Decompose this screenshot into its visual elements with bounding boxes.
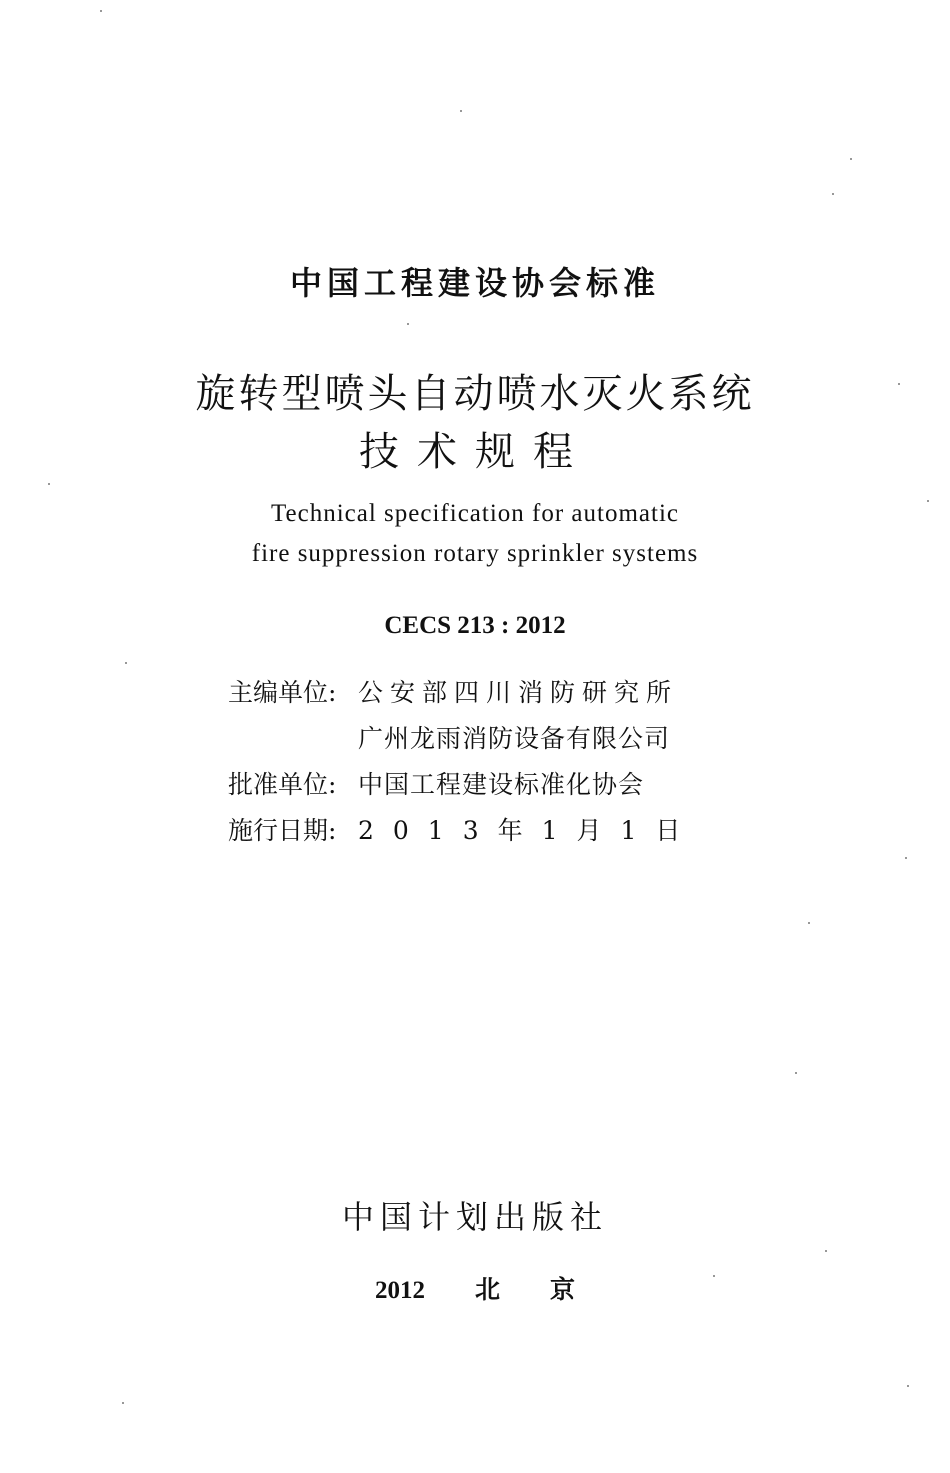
scan-speck [850, 158, 852, 160]
publication-year: 2012 [374, 1277, 425, 1304]
publisher-name: 中国计划出版社 [341, 1198, 608, 1236]
scan-speck [122, 1402, 124, 1404]
effective-date: 2013年1月1日 [358, 816, 700, 845]
approver-row [228, 762, 698, 808]
scan-speck [125, 662, 127, 664]
approver-label: 批准单位: [228, 770, 337, 799]
scan-speck [407, 323, 409, 325]
date-row [228, 808, 698, 854]
scan-speck [907, 1385, 909, 1387]
english-title-line-1: Technical specification for automatic [271, 500, 679, 527]
scan-speck [825, 1250, 827, 1252]
standard-series-heading: 中国工程建设协会标准 [289, 264, 660, 302]
document-title-line-2: 技术规程 [359, 429, 591, 475]
scan-speck [460, 110, 462, 112]
scan-speck [48, 483, 50, 485]
document-info-block [228, 670, 698, 854]
publication-city-char-1: 北 [474, 1275, 500, 1304]
date-label: 施行日期: [228, 816, 337, 845]
publication-place [0, 1270, 950, 1306]
scan-speck [898, 383, 900, 385]
scan-speck [713, 1275, 715, 1277]
scan-speck [795, 1072, 797, 1074]
editor-row-2 [228, 716, 698, 762]
editor-unit-2: 广州龙雨消防设备有限公司 [358, 724, 671, 753]
standard-code: CECS 213 : 2012 [384, 612, 566, 639]
scan-speck [832, 193, 834, 195]
approver-unit: 中国工程建设标准化协会 [358, 770, 645, 799]
scan-speck [100, 10, 102, 12]
scan-speck [927, 500, 929, 502]
editor-label: 主编单位: [228, 678, 337, 707]
document-title-line-1: 旋转型喷头自动喷水灭火系统 [195, 371, 755, 417]
scan-speck [905, 857, 907, 859]
english-title-line-2: fire suppression rotary sprinkler systems [251, 540, 699, 567]
scan-speck [808, 922, 810, 924]
editor-row [228, 670, 698, 716]
publication-city-char-2: 京 [550, 1275, 576, 1304]
editor-unit-1: 公安部四川消防研究所 [358, 678, 679, 707]
